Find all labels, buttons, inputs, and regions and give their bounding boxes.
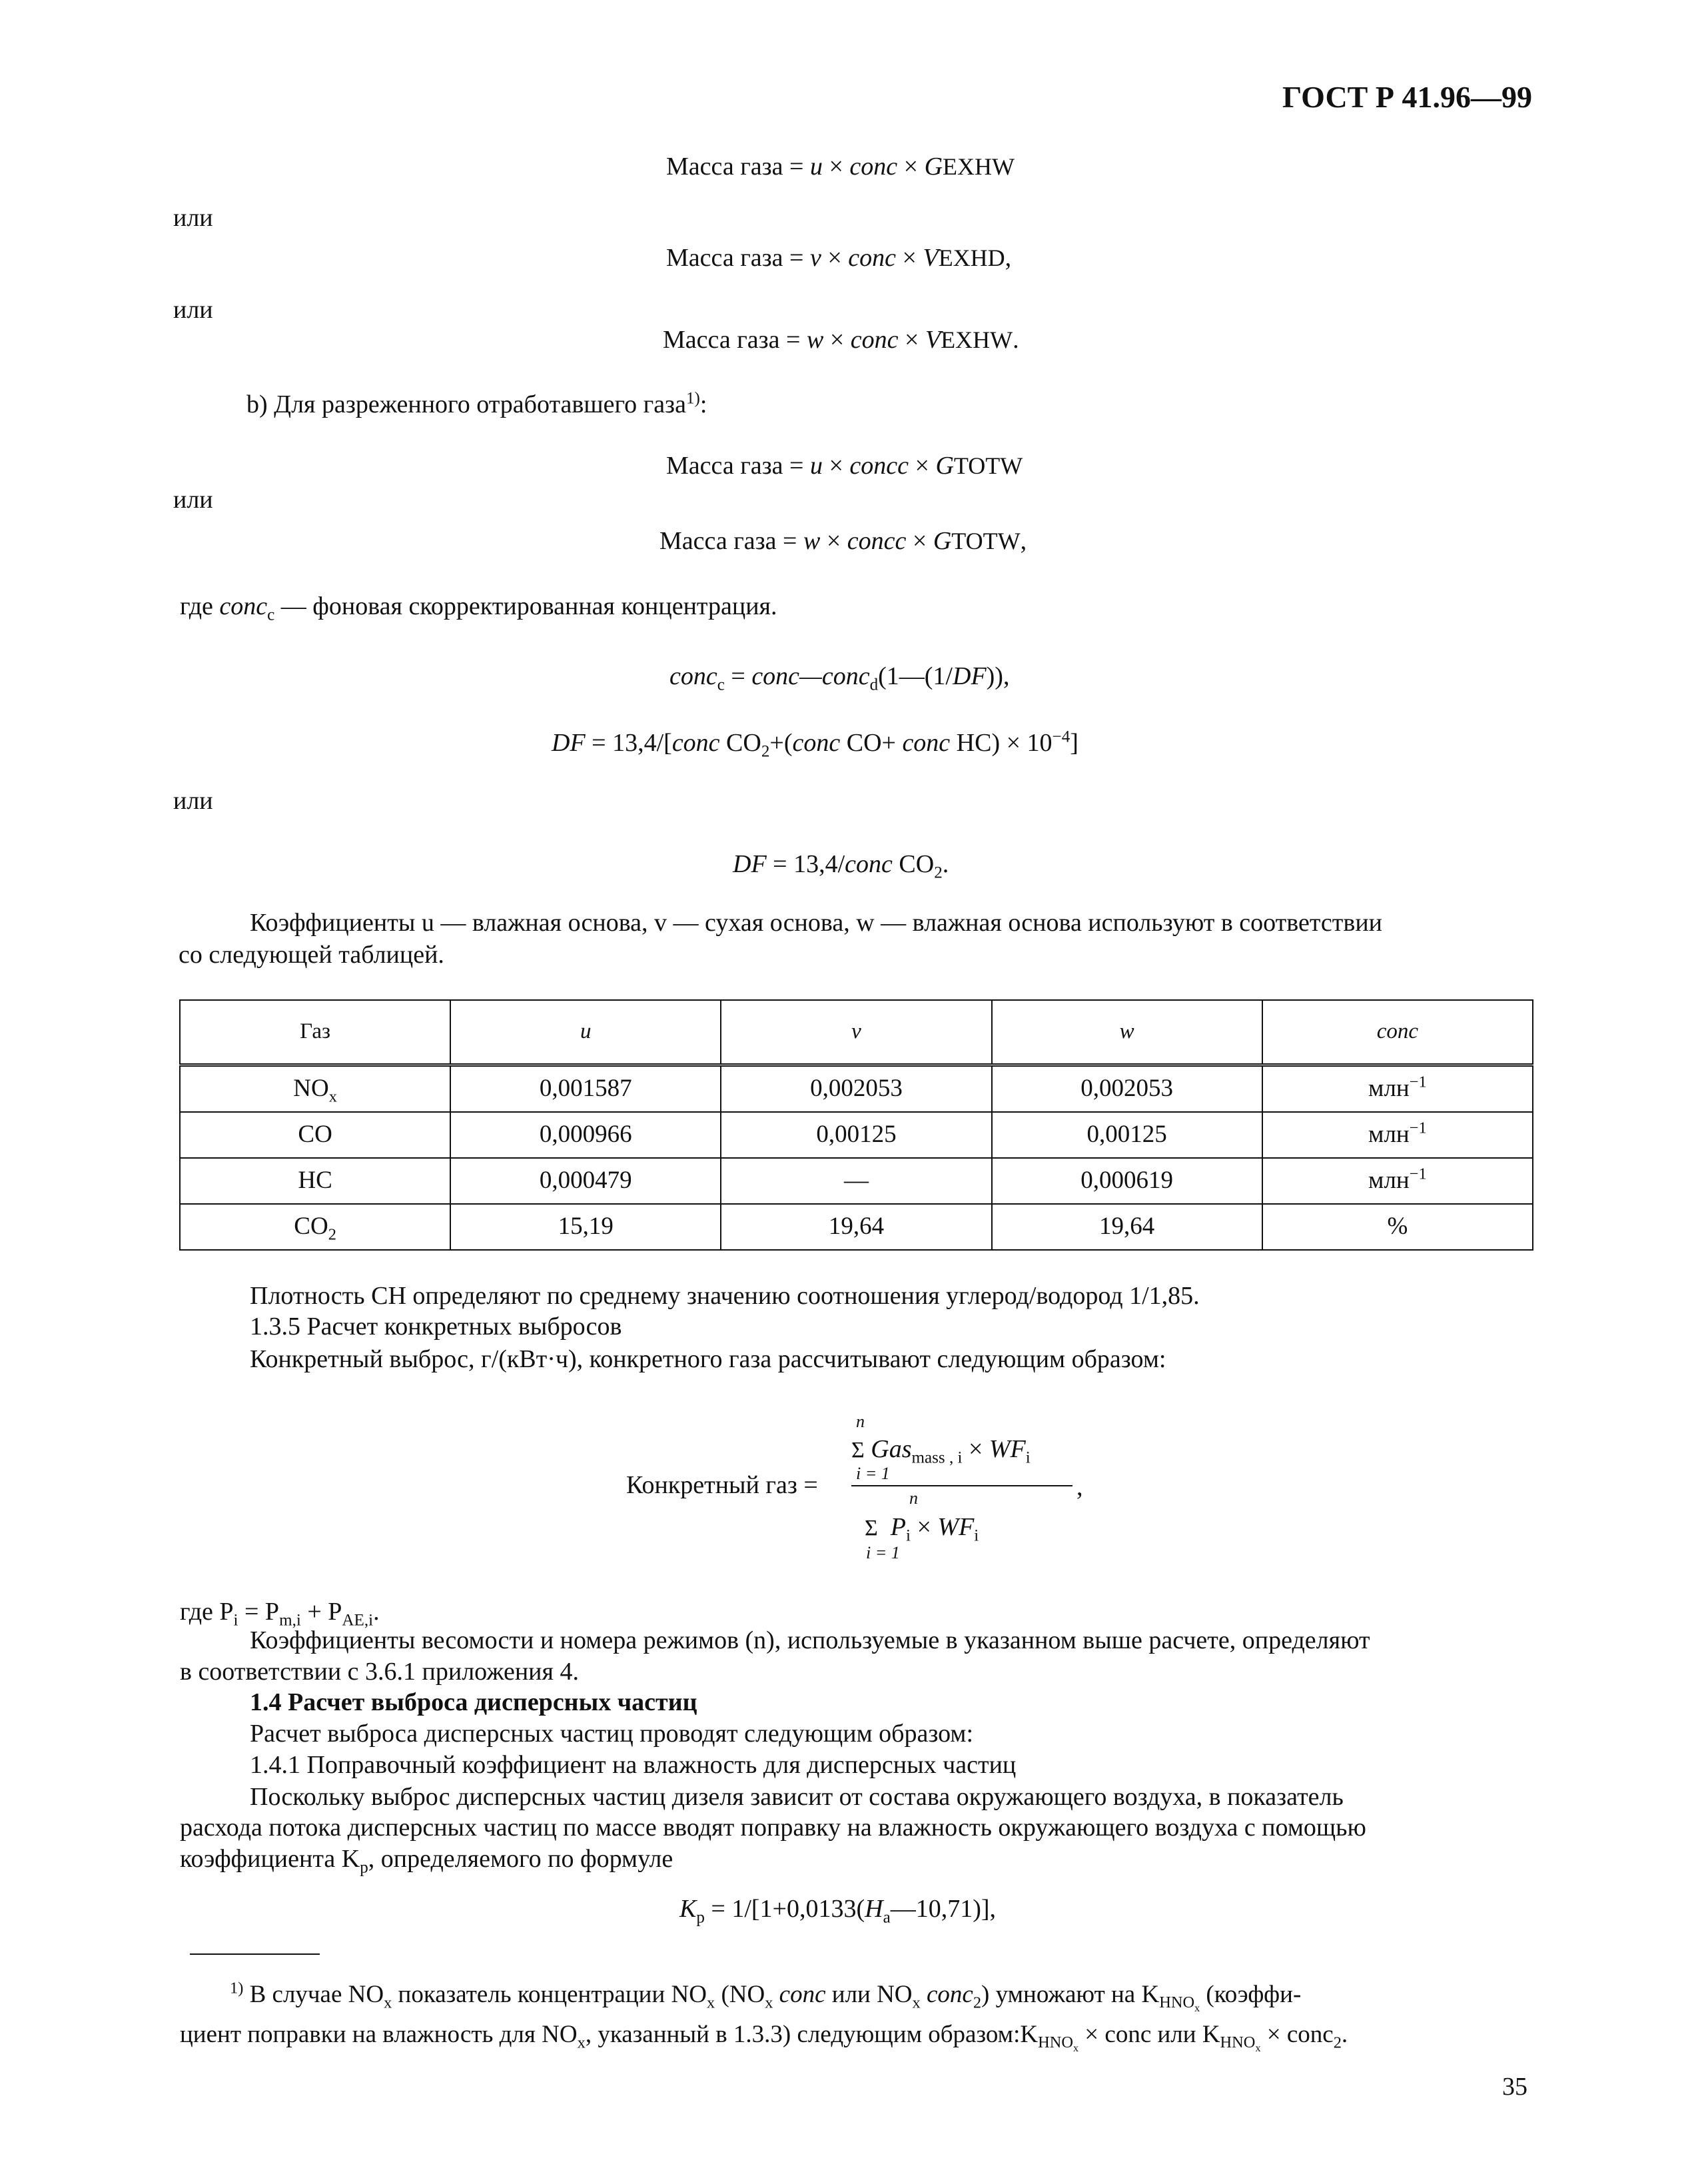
column-header-conc: conc (1262, 1000, 1533, 1065)
pm-paragraph-line2: расхода потока дисперсных частиц по массе вводят поправку на влажность окружающего воздуха с помощью (180, 1814, 1366, 1842)
fraction-denominator: Σ $P_i \times WF_i$ (865, 1513, 979, 1545)
document-code: ГОСТ Р 41.96—99 (1282, 80, 1532, 114)
cell-v: — (721, 1158, 991, 1204)
section-b-heading: b) Для разреженного отработавшего газа$^{1)}$: (246, 389, 707, 418)
page-number: 35 (1502, 2073, 1527, 2101)
table-row (180, 1204, 1533, 1250)
formula-mass-gas-diluted-u: Масса газа = u × concc × GTOTW (666, 452, 1023, 480)
cell-u: 0,000479 (450, 1158, 721, 1204)
cell-u: 0,000966 (450, 1112, 721, 1158)
cell-w: 0,002053 (992, 1065, 1262, 1113)
table-header-row (180, 1000, 1533, 1065)
sum-upper-limit-numerator: n (856, 1412, 865, 1431)
formula-mass-gas-w: Масса газа = w × conc × VEXHW. (663, 326, 1019, 354)
cell-gas: CO (180, 1112, 450, 1158)
cell-conc: % (1262, 1204, 1533, 1250)
fraction-numerator: Σ $Gas_{mass , i} \times WF_i$ (851, 1435, 1031, 1467)
column-header-gas: Газ (180, 1000, 450, 1065)
coefficients-paragraph-line2: со следующей таблицей. (179, 941, 444, 969)
column-header-u: u (450, 1000, 721, 1065)
specific-gas-lhs: Конкретный газ = (626, 1471, 818, 1499)
cell-conc: млн$^{-1}$ (1262, 1065, 1533, 1113)
cell-v: 0,002053 (721, 1065, 991, 1113)
cell-u: 15,19 (450, 1204, 721, 1250)
formula-mass-gas-v: Масса газа = v × conc × VEXHD, (666, 244, 1012, 272)
column-header-w: w (992, 1000, 1262, 1065)
or-label: или (173, 486, 213, 514)
or-label: или (173, 787, 213, 815)
cell-v: 0,00125 (721, 1112, 991, 1158)
cell-gas: $NO_x$ (180, 1065, 450, 1113)
section-1-3-5-heading: 1.3.5 Расчет конкретных выбросов (250, 1313, 622, 1341)
specific-emission-intro: Конкретный выброс, г/(кВт·ч), конкретного газа рассчитывают следующим образом: (250, 1345, 1166, 1373)
conc-c-definition: где conc$_c$ — фоновая скорректированная концентрация. (180, 592, 777, 624)
cell-conc: млн$^{-1}$ (1262, 1112, 1533, 1158)
weights-paragraph-line2: в соответствии с 3.6.1 приложения 4. (180, 1658, 579, 1686)
cell-u: 0,001587 (450, 1065, 721, 1113)
coefficients-table (179, 999, 1533, 1251)
cell-gas: $CO_2$ (180, 1204, 450, 1250)
footnote-line1: $^{1)}$ В случае $NO_x$ показатель концентрации $NO_x$ ($NO_x$ conc или $NO_x$ conc$_2$) умножают на $K_{HNO_x}$ (коэффи- (230, 1979, 1302, 2015)
pm-intro: Расчет выброса дисперсных частиц проводят следующим образом: (250, 1720, 974, 1748)
formula-df-short: DF = 13,4/conc $CO_2$. (733, 850, 949, 882)
density-sentence: Плотность CH определяют по среднему значению соотношения углерод/водород 1/1,85. (250, 1282, 1200, 1310)
table-row (180, 1112, 1533, 1158)
formula-conc-c: conc$_c$ = conc—conc$_d$(1—(1/DF)), (669, 662, 1010, 694)
pm-paragraph-line1: Поскольку выброс дисперсных частиц дизеля зависит от состава окружающего воздуха, в показатель (250, 1783, 1344, 1811)
formula-mass-gas-u: Масса газа = u × conc × GEXHW (666, 153, 1015, 181)
cell-w: 0,000619 (992, 1158, 1262, 1204)
or-label: или (173, 296, 213, 324)
formula-mass-gas-diluted-w: Масса газа = w × concc × GTOTW, (659, 527, 1027, 555)
pi-definition: где $P_i = P_{m,i} + P_{AE,i}$. (180, 1598, 380, 1630)
fraction-end-comma: , (1076, 1473, 1083, 1501)
section-1-4-1-heading: 1.4.1 Поправочный коэффициент на влажность для дисперсных частиц (250, 1751, 1017, 1779)
fraction-bar (851, 1485, 1072, 1486)
formula-df-full: DF = 13,4/[conc $CO_2+(conc$ CO+ conc $HC) \times 10^{-4}$] (552, 728, 1078, 761)
coefficients-paragraph-line1: Коэффициенты u — влажная основа, v — сухая основа, w — влажная основа используют в соответствии (250, 909, 1382, 937)
sum-lower-limit-numerator: i = 1 (856, 1464, 890, 1483)
sum-lower-limit-denominator: i = 1 (866, 1543, 900, 1562)
cell-w: 0,00125 (992, 1112, 1262, 1158)
pm-paragraph-line3: коэффициента $K_p$, определяемого по формуле (180, 1845, 673, 1877)
cell-v: 19,64 (721, 1204, 991, 1250)
column-header-v: v (721, 1000, 991, 1065)
kp-formula: $K_p$ = $1/[1+0,0133(H_a—10,71)]$, (679, 1895, 997, 1927)
footnote-line2: циент поправки на влажность для $NO_x$, указанный в 1.3.3) следующим $образом:K_{HNO_x}$ × conc или $K_{HNO_x}$ × conc$_2$. (180, 2021, 1348, 2055)
footnote-separator (190, 1953, 320, 1955)
cell-conc: млн$^{-1}$ (1262, 1158, 1533, 1204)
cell-w: 19,64 (992, 1204, 1262, 1250)
weights-paragraph-line1: Коэффициенты весомости и номера режимов (n), используемые в указанном выше расчете, определяют (250, 1626, 1370, 1654)
or-label: или (173, 204, 213, 232)
section-1-4-heading: 1.4 Расчет выброса дисперсных частиц (250, 1688, 697, 1716)
cell-gas: HC (180, 1158, 450, 1204)
table-row (180, 1065, 1533, 1113)
table-row (180, 1158, 1533, 1204)
sum-upper-limit-denominator: n (909, 1488, 918, 1508)
